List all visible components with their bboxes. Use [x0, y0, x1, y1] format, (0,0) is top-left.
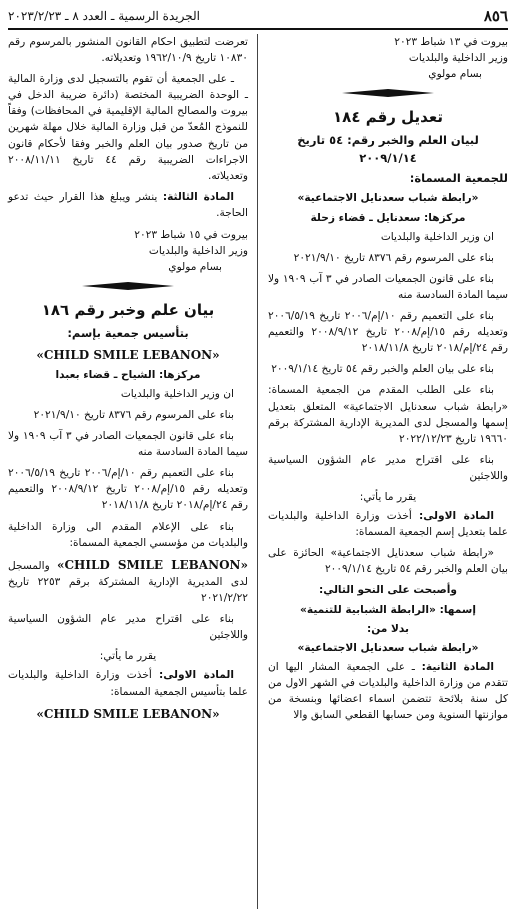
article-text: ـ على الجمعية المشار اليها ان تتقدم من وزارة الداخلية والبلديات في الشهر الاول من كل سنة بلائحة تتضمن اسماء اعضائها وبنسخة من موازنتها السنوية ومن حسابها القطعي السابق والا: [268, 660, 508, 722]
article-1: [8, 667, 248, 699]
tax-paragraph: ـ على الجمعية أن تقوم بالتسجيل لدى وزارة المالية ـ الوحدة الضريبية المختصة (دائرة ضريبة الدخل في بيروت والمصالح المالية الإقليمية في المحافظات) وفقاً للنموذج المُعدّ من قبل وزارة المالية خلال مهلة شهرين من تاريخ صدور بيان العلم والخبر وفقا لأحكام قانون الاجراءات الضريبية رقم ٤٤ تاريخ ٢٠٠٨/١١/١١ وتعديلاته.: [8, 73, 248, 182]
column-divider: [257, 34, 258, 909]
paragraph: بناء على المرسوم رقم ٨٣٧٦ تاريخ ٢٠٢١/٩/١٠: [33, 409, 234, 421]
paragraph: بناء على بيان العلم والخبر رقم ٥٤ تاريخ ٢٠٠٩/١/١٤: [271, 363, 494, 376]
signature-ministry: وزير الداخلية والبلديات: [408, 52, 508, 65]
signature-name: بسام مولوي: [428, 68, 482, 81]
section-subtitle: بتأسيس جمعية بإسم:: [67, 326, 189, 341]
article-text: ينشر ويبلغ هذا القرار حيث تدعو الحاجة.: [8, 190, 248, 219]
article-text: أخذت وزارة الداخلية والبلديات علما بتأسيس الجمعية المسماة:: [8, 669, 248, 698]
paragraph: بناء على اقتراح مدير عام الشؤون السياسية واللاجئين: [268, 453, 508, 482]
signature-name: بسام مولوي: [168, 261, 222, 274]
paragraph: تعرضت لتطبيق احكام القانون المنشور بالمرسوم رقم ١٠٨٣٠ تاريخ ١٩٦٢/١٠/٩ وتعديلاته.: [8, 36, 248, 65]
new-name: «الرابطة الشبابية للتنمية»: [300, 603, 436, 616]
article-3: [8, 189, 248, 221]
article-label: المادة الاولى:: [159, 669, 234, 682]
minister-line: ان وزير الداخلية والبلديات: [120, 387, 234, 400]
right-column: [268, 34, 508, 723]
article-2: [268, 659, 508, 723]
page-number: ٨٥٦: [483, 6, 508, 25]
association-location: مركزها: سعدنايل ـ قضاء زحلة: [310, 211, 466, 224]
section-subtitle-2: للجمعية المسماة:: [409, 171, 508, 186]
paragraph: [8, 556, 248, 606]
paragraph: بناء على المرسوم رقم ٨٣٧٦ تاريخ ٢٠٢١/٩/١٠: [293, 251, 494, 264]
article-label: المادة الاولى:: [419, 510, 494, 523]
section-title: بيان علم وخبر رقم ١٨٦: [41, 301, 215, 320]
article-1-quote: «رابطة شباب سعدنايل الاجتماعية» الحائزة على بيان العلم والخبر رقم ٥٤ تاريخ ٢٠٠٩/١/١٤: [268, 547, 508, 576]
name-label: إسمها:: [439, 603, 476, 616]
section-title: تعديل رقم ١٨٤: [333, 108, 443, 127]
section-subtitle: لبيان العلم والخبر رقم: ٥٤ تاريخ ٢٠٠٩/١/١٤: [297, 133, 479, 165]
paragraph: بناء على قانون الجمعيات الصادر في ٣ آب ١٩٠٩ ولا سيما المادة السادسة منه: [268, 272, 508, 301]
became-line: وأصبحت على النحو التالي:: [318, 584, 458, 597]
new-name-line: [268, 602, 508, 618]
signature-ministry: وزير الداخلية والبلديات: [148, 245, 248, 258]
paragraph: بناء على قانون الجمعيات الصادر في ٣ آب ١٩٠٩ ولا سيما المادة السادسة منه: [8, 430, 248, 459]
signature-place-date: بيروت في ١٣ شباط ٢٠٢٣: [394, 36, 508, 48]
section-separator: [82, 282, 174, 290]
paragraph: بناء على الطلب المقدم من الجمعية المسماة: «رابطة شباب سعدنايل الاجتماعية» المتعلق بتعديل إسمها والمسجل لدى المديرية الإدارية المشتركة برقم ١٩٦٦٠ تاريخ ٢٠٢٢/١٢/٢٣: [268, 384, 508, 445]
paragraph: بناء على الإعلام المقدم الى وزارة الداخلية والبلديات من مؤسسي الجمعية المسماة:: [8, 520, 248, 549]
article-label: المادة الثانية:: [421, 660, 494, 673]
paragraph-text: والمسجل لدى المديرية الإدارية المشتركة برقم ٢٢٥٣ تاريخ ٢٠٢١/٢/٢٢: [8, 559, 248, 605]
instead-line: بدلا من:: [366, 622, 409, 635]
association-name: «CHILD SMILE LEBANON»: [36, 347, 220, 362]
left-column: [8, 34, 248, 726]
publication-title: الجريدة الرسمية ـ العدد ٨ ـ ٢٠٢٣/٢/٢٣: [8, 8, 200, 23]
section-separator: [342, 89, 434, 97]
paragraph: بناء على اقتراح مدير عام الشؤون السياسية واللاجئين: [8, 613, 248, 642]
paragraph: بناء على التعميم رقم ١٠/إم/٢٠٠٦ تاريخ ٢٠٠٦/٥/١٩ وتعديله رقم ١٥/إم/٢٠٠٨ تاريخ ٢٠٠٨/٩/١٢ والتعميم رقم ٢٤/إم/٢٠١٨ تاريخ ٢٠١٨/١١/٨: [8, 467, 248, 512]
association-name: «رابطة شباب سعدنايل الاجتماعية»: [297, 192, 479, 205]
association-location: مركزها: الشياح ـ قضاء بعبدا: [55, 368, 201, 381]
article-label: المادة الثالثة:: [162, 190, 234, 203]
minister-line: ان وزير الداخلية والبلديات: [380, 230, 494, 243]
decides-line: يقرر ما يأتي:: [359, 490, 417, 503]
page-header: [8, 4, 508, 30]
article-1: [268, 508, 508, 540]
signature-place-date: بيروت في ١٥ شباط ٢٠٢٣: [134, 229, 248, 242]
decides-line: يقرر ما يأتي:: [99, 650, 157, 663]
old-name: «رابطة شباب سعدنايل الاجتماعية»: [297, 641, 479, 654]
paragraph: بناء على التعميم رقم ١٠/إم/٢٠٠٦ تاريخ ٢٠٠٦/٥/١٩ وتعديله رقم ١٥/إم/٢٠٠٨ تاريخ ٢٠٠٨/٩/١٢ والتعميم رقم ٢٤/إم/٢٠١٨ تاريخ ٢٠١٨/١١/٨: [268, 310, 508, 355]
article-text: أخذت وزارة الداخلية والبلديات علما بتعديل إسم الجمعية المسماة:: [268, 510, 508, 539]
association-name-inline: «CHILD SMILE LEBANON»: [56, 557, 248, 572]
association-name-final: «CHILD SMILE LEBANON»: [36, 706, 220, 721]
